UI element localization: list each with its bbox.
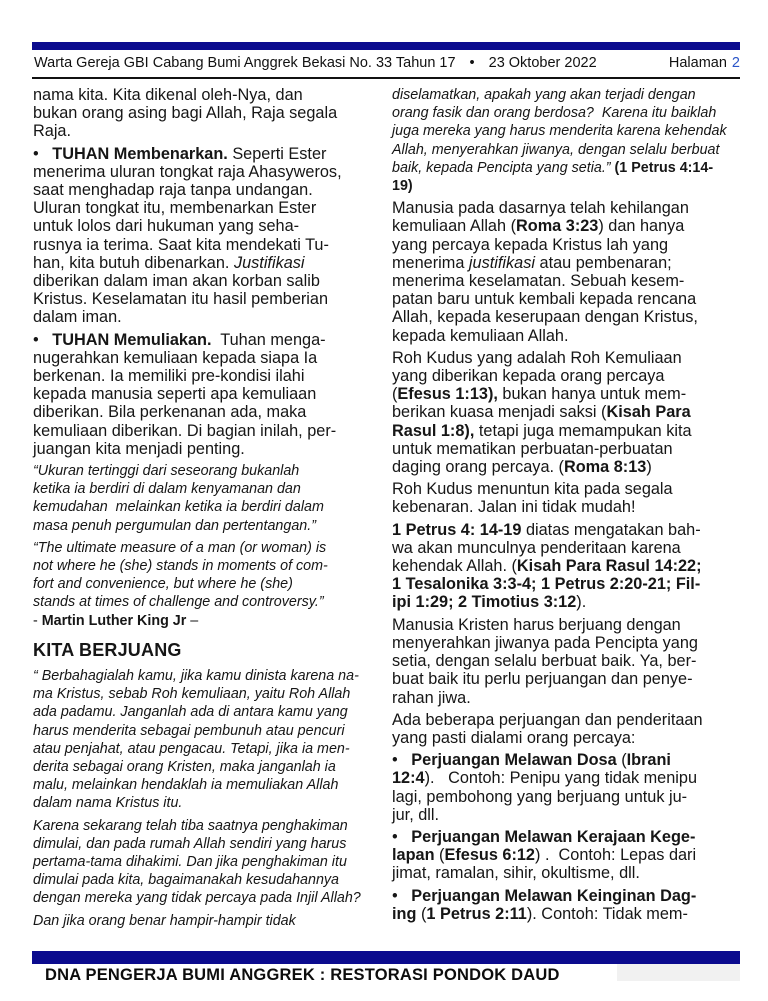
text-run: ), (487, 385, 498, 404)
text-run: ) dan hanya (598, 217, 685, 236)
text-line (33, 440, 385, 458)
paragraph (392, 751, 744, 824)
text-line (33, 758, 385, 776)
text-line (33, 498, 385, 516)
text-run: ipi 1:29; 2 Timotius 3:12 (392, 593, 577, 612)
text-run: Ada beberapa perjuangan dan penderitaan (392, 710, 703, 729)
paragraph (392, 828, 744, 883)
text-line (392, 806, 744, 824)
text-run: ), (464, 421, 475, 440)
text-line (33, 912, 385, 930)
text-run: setia, dengan selalu berbuat baik. Ya, ber- (392, 652, 697, 671)
text-line (33, 853, 385, 871)
text-line (392, 422, 744, 440)
text-run: han, kita butuh dibenarkan. (33, 253, 234, 272)
text-run: harus menderita sebagai pembunuh atau pencuri (33, 722, 345, 739)
text-run: kemuliaan diberikan. Di bagian inilah, per- (33, 421, 337, 440)
text-line (392, 634, 744, 652)
text-line (392, 349, 744, 367)
text-line (392, 711, 744, 729)
text-run: bukan orang asing bagi Allah, Raja segala (33, 104, 338, 123)
text-run: Ibrani (626, 751, 671, 770)
paragraph (392, 887, 744, 923)
text-run: daging orang percaya. ( (392, 458, 564, 477)
text-line (33, 794, 385, 812)
text-line (392, 458, 744, 476)
text-run: Manusia Kristen harus berjuang dengan (392, 615, 681, 634)
issue-date: 23 Oktober 2022 (488, 55, 597, 71)
paragraph (33, 331, 385, 458)
text-run: yang diberikan kepada orang percaya (392, 367, 665, 386)
page-label: Halaman (668, 55, 727, 71)
text-run: tetapi juga memampukan kita (474, 421, 692, 440)
text-line (392, 575, 744, 593)
text-run: dalam iman. (33, 308, 122, 327)
text-line (33, 462, 385, 480)
text-run: ). Contoh: Penipu yang tidak menipu (424, 769, 698, 788)
text-line (392, 440, 744, 458)
text-line (33, 236, 385, 254)
paragraph (392, 616, 744, 707)
text-run: lapan (392, 846, 435, 865)
text-run: justifikasi (468, 253, 535, 272)
article-column-right (392, 86, 744, 927)
text-run: menerima uluran tongkat raja Ahasyweros, (33, 162, 342, 181)
text-run: Manusia pada dasarnya telah kehilangan (392, 199, 689, 218)
text-run: Dan jika orang benar hampir-hampir tidak (33, 912, 296, 929)
text-line (392, 272, 744, 290)
text-run: kepada kemuliaan Allah. (392, 326, 569, 345)
text-run: Efesus 6:12 (444, 846, 535, 865)
text-run: pertama-tama dihakimi. Dan jika penghakiman itu (33, 853, 347, 870)
text-run: (1 Petrus 4:14- (614, 159, 714, 176)
text-line (392, 480, 744, 498)
text-line (392, 864, 744, 882)
text-line (392, 905, 744, 923)
text-line (392, 327, 744, 345)
text-run: Allah, menyerahkan jiwanya, dengan selalu berbuat (392, 141, 720, 158)
text-run: ada padamu. Janganlah ada di antara kamu yang (33, 704, 348, 721)
section-heading (33, 640, 385, 661)
text-line (392, 846, 744, 864)
newsletter-title: Warta Gereja GBI Cabang Bumi Anggrek Bekasi No. 33 Tahun 17 (34, 55, 456, 71)
text-run: nama kita. Kita dikenal oleh-Nya, dan (33, 86, 303, 104)
bullet-separator: • (469, 55, 475, 71)
text-run: kemuliaan Allah ( (392, 217, 516, 236)
text-line (33, 385, 385, 403)
text-line (392, 385, 744, 403)
text-run: 1 Petrus 4: 14-19 (392, 520, 522, 539)
text-run: Roma 3:23 (516, 217, 599, 236)
text-line (392, 367, 744, 385)
text-line (33, 349, 385, 367)
text-run: lagi, pembohong yang berjuang untuk ju- (392, 787, 688, 806)
text-run: ketika ia berdiri di dalam kenyamanan dan (33, 481, 301, 498)
text-run: ma Kristus, sebab Roh kemuliaan, yaitu Roh Allah (33, 686, 351, 703)
text-run: orang fasik dan orang berdosa? Karena itu baiklah (392, 105, 717, 122)
text-run: Tuhan menga- (211, 330, 326, 349)
text-run: 1 Petrus 2:11 (426, 904, 527, 923)
text-run: - (33, 612, 42, 629)
text-run: Rasul 1:8 (392, 421, 465, 440)
text-run: ) (646, 458, 652, 477)
text-run: Perjuangan Melawan Dosa (411, 751, 617, 770)
text-line (392, 290, 744, 308)
text-run: Uluran tongkat itu, membenarkan Ester (33, 199, 317, 218)
page-number: 2 (731, 55, 740, 71)
text-line (392, 122, 744, 140)
text-line (33, 308, 385, 326)
text-run: ( (416, 904, 427, 923)
text-run: Roh Kudus menuntun kita pada segala (392, 480, 673, 499)
text-line (33, 593, 385, 611)
text-run: baik, kepada Pencipta yang setia.” (392, 159, 615, 176)
text-run: untuk mematikan perbuatan-perbuatan (392, 439, 673, 458)
text-line (33, 217, 385, 235)
text-run: Raja. (33, 122, 72, 141)
quote-paragraph (33, 817, 385, 908)
text-line (392, 788, 744, 806)
text-line (33, 667, 385, 685)
text-run: Kisah Para Rasul 14:22; (516, 557, 702, 576)
text-line (33, 254, 385, 272)
text-line (33, 640, 385, 661)
text-run: untuk lolos dari hukuman yang seha- (33, 217, 300, 236)
text-line (392, 236, 744, 254)
text-run: ing (392, 904, 417, 923)
text-line (392, 769, 744, 787)
text-line (392, 403, 744, 421)
text-run: dalam nama Kristus itu. (33, 795, 183, 812)
text-run: kehendak Allah. ( (392, 557, 517, 576)
text-line (33, 889, 385, 907)
text-run: menerima keselamatan. Sebuah kesem- (392, 272, 685, 291)
text-line (392, 751, 744, 769)
text-run: Roh Kudus yang adalah Roh Kemuliaan (392, 348, 682, 367)
page-indicator (669, 53, 740, 73)
text-run: Seperti Ester (227, 144, 327, 163)
text-run: Karena sekarang telah tiba saatnya penghakiman (33, 817, 348, 834)
text-run: 1 Tesalonika 3:3-4; 1 Petrus 2:20-21; Fil- (392, 575, 701, 594)
text-line (33, 403, 385, 421)
text-line (392, 159, 744, 177)
text-run: • (33, 330, 53, 349)
text-run: menyerahkan jiwanya pada Pencipta yang (392, 633, 698, 652)
text-line (392, 104, 744, 122)
text-run: KITA BERJUANG (33, 639, 182, 660)
text-run: 19) (392, 178, 413, 195)
text-run: ( (392, 385, 398, 404)
text-line (33, 557, 385, 575)
text-line (392, 521, 744, 539)
quote-paragraph (33, 667, 385, 813)
text-run: rahan jiwa. (392, 688, 471, 707)
text-line (392, 254, 744, 272)
page-header (34, 53, 740, 73)
text-run: dimulai pada kita, bagaimanakah kesudahannya (33, 872, 340, 889)
text-line (33, 740, 385, 758)
text-line (33, 422, 385, 440)
text-line (33, 539, 385, 557)
text-run: Justifikasi (233, 253, 305, 272)
text-line (33, 331, 385, 349)
text-run: diberikan dalam iman akan korban salib (33, 272, 320, 291)
text-run: ). Contoh: Tidak mem- (526, 904, 688, 923)
text-line (33, 517, 385, 535)
text-run: masa penuh pergumulan dan pertentangan.” (33, 517, 316, 534)
text-run: ( (434, 846, 445, 865)
text-run: diberikan. Bila perkenanan ada, maka (33, 403, 307, 422)
text-line (33, 703, 385, 721)
text-line (33, 776, 385, 794)
text-line (392, 141, 744, 159)
text-run: “The ultimate measure of a man (or woman) is (33, 539, 327, 556)
text-run: wa akan munculnya penderitaan karena (392, 538, 681, 557)
header-top-bar (32, 42, 740, 50)
text-run: • (392, 827, 412, 846)
text-run: ) . Contoh: Lepas dari (535, 846, 697, 865)
text-line (33, 685, 385, 703)
text-run: yang pasti dialami orang percaya: (392, 728, 636, 747)
text-run: ). (576, 593, 587, 612)
text-run: Kisah Para (606, 403, 691, 422)
text-line (392, 729, 744, 747)
text-run: buat baik itu perlu perjuangan dan penye- (392, 670, 693, 689)
text-line (392, 828, 744, 846)
text-line (33, 181, 385, 199)
text-run: ( (616, 751, 627, 770)
text-line (33, 817, 385, 835)
header-divider (32, 77, 740, 79)
text-run: 12:4 (392, 769, 425, 788)
quote-paragraph (33, 462, 385, 535)
text-line (33, 575, 385, 593)
text-line (392, 652, 744, 670)
text-run: diatas mengatakan bah- (521, 520, 701, 539)
paragraph (33, 86, 385, 141)
text-line (33, 722, 385, 740)
text-line (392, 308, 744, 326)
text-line (33, 480, 385, 498)
text-run: atau penjahat, atau pengacau. Tetapi, jika ia men- (33, 740, 350, 757)
quote-paragraph (33, 912, 385, 930)
text-run: Perjuangan Melawan Kerajaan Kege- (411, 827, 696, 846)
text-line (392, 86, 744, 104)
text-line (33, 145, 385, 163)
text-run: kebenaran. Jalan ini tidak mudah! (392, 498, 636, 517)
text-run: dimulai, dan pada rumah Allah sendiri yang harus (33, 835, 347, 852)
text-run: • (392, 886, 412, 905)
text-run: Kristus. Keselamatan itu hasil pemberian (33, 290, 329, 309)
text-run: Efesus 1:13 (397, 385, 488, 404)
footer-bar (32, 951, 740, 964)
text-line (392, 498, 744, 516)
paragraph (392, 521, 744, 612)
text-line (33, 612, 385, 630)
text-line (33, 163, 385, 181)
quote-paragraph (33, 539, 385, 630)
text-line (392, 887, 744, 905)
text-run: – (186, 612, 199, 629)
text-line (33, 871, 385, 889)
text-run: jimat, ramalan, sihir, okultisme, dll. (392, 864, 640, 883)
text-run: TUHAN Membenarkan. (52, 144, 228, 163)
text-line (33, 272, 385, 290)
text-line (33, 290, 385, 308)
article-column-left (33, 86, 385, 934)
text-line (33, 122, 385, 140)
text-run: bukan hanya untuk mem- (497, 385, 687, 404)
text-line (392, 557, 744, 575)
text-run: Perjuangan Melawan Keinginan Dag- (411, 886, 697, 905)
text-run: Roma 8:13 (563, 458, 647, 477)
text-run: menerima (392, 253, 469, 272)
text-line (392, 539, 744, 557)
text-run: Allah, kepada keserupaan dengan Kristus, (392, 308, 698, 327)
text-run: • (392, 751, 412, 770)
text-line (392, 199, 744, 217)
text-line (392, 689, 744, 707)
text-run: kemudahan melainkan ketika ia berdiri dalam (33, 499, 324, 516)
text-run: malu, melainkan hendaklah ia memuliakan Allah (33, 777, 339, 794)
text-line (392, 670, 744, 688)
text-run: • (33, 144, 53, 163)
paragraph (392, 199, 744, 345)
text-line (33, 104, 385, 122)
text-line (392, 217, 744, 235)
text-run: juga mereka yang harus menderita karena kehendak (392, 123, 727, 140)
text-run: berikan kuasa menjadi saksi ( (392, 403, 607, 422)
footer-title: DNA PENGERJA BUMI ANGGREK : RESTORASI PONDOK DAUD (45, 966, 560, 984)
text-run: yang percaya kepada Kristus lah yang (392, 235, 669, 254)
text-run: saat menghadap raja tanpa undangan. (33, 181, 313, 200)
paragraph (392, 480, 744, 516)
text-run: stands at times of challenge and controversy.” (33, 594, 324, 611)
text-run: derita sebagai orang Kristen, maka janganlah ia (33, 758, 336, 775)
text-run: fort and convenience, but where he (she) (33, 576, 293, 593)
text-run: not where he (she) stands in moments of com- (33, 558, 328, 575)
text-line (392, 593, 744, 611)
text-run: patan baru untuk kembali kepada rencana (392, 290, 697, 309)
text-line (392, 177, 744, 195)
text-run: dengan mereka yang tidak percaya pada Injil Allah? (33, 890, 361, 907)
text-line (33, 199, 385, 217)
text-run: jur, dll. (392, 805, 440, 824)
quote-paragraph (392, 86, 744, 195)
paragraph (392, 711, 744, 747)
text-run: TUHAN Memuliakan. (52, 330, 212, 349)
text-run: berkenan. Ia memiliki pre-kondisi ilahi (33, 367, 305, 386)
text-run: atau pembenaran; (534, 253, 672, 272)
text-line (33, 86, 385, 104)
paragraph (392, 349, 744, 476)
text-line (33, 367, 385, 385)
text-run: kepada manusia seperti apa kemuliaan (33, 385, 317, 404)
text-run: juangan kita menjadi penting. (33, 439, 245, 458)
text-run: “ Berbahagialah kamu, jika kamu dinista karena na- (33, 667, 359, 684)
text-line (33, 835, 385, 853)
text-run: “Ukuran tertinggi dari seseorang bukanlah (33, 463, 300, 480)
text-run: rusnya ia terima. Saat kita mendekati Tu- (33, 235, 329, 254)
text-run: nugerahkan kemuliaan kepada siapa Ia (33, 348, 318, 367)
text-run: diselamatkan, apakah yang akan terjadi dengan (392, 87, 696, 103)
text-line (392, 616, 744, 634)
text-run: Martin Luther King Jr (41, 612, 187, 629)
paragraph (33, 145, 385, 327)
